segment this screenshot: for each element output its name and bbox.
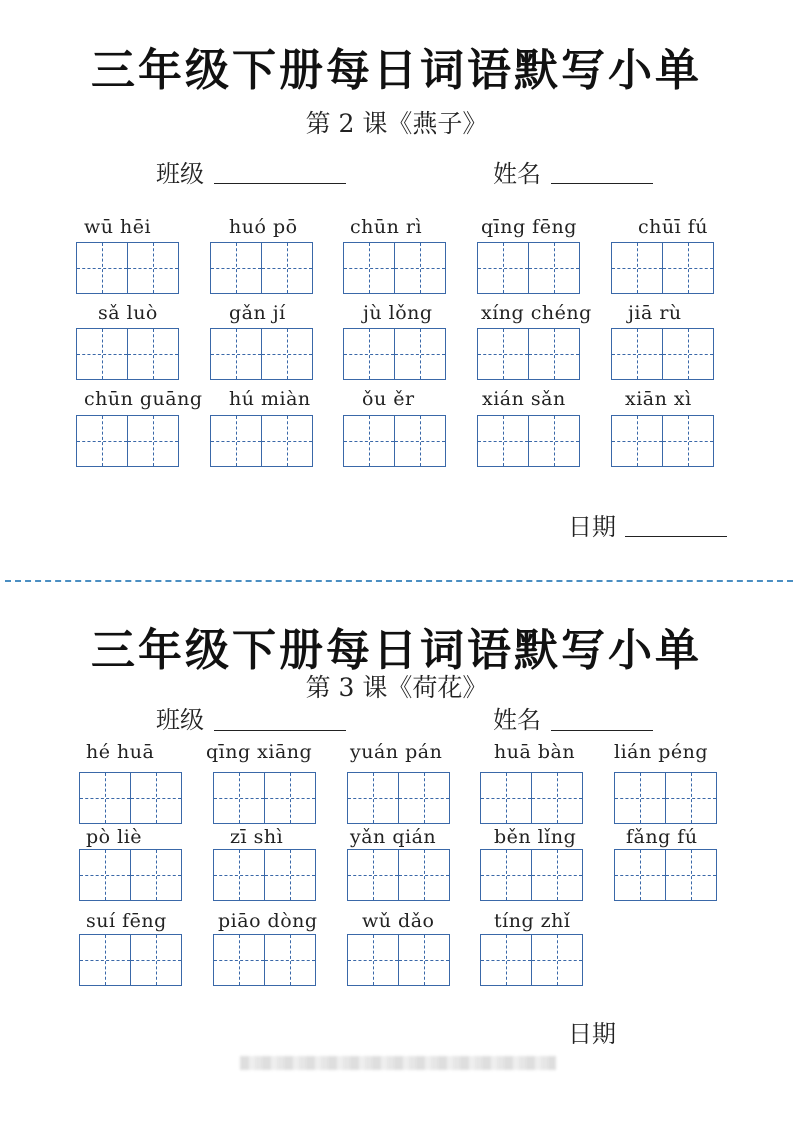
sheet1-lesson-title: 第 2 课《燕子》 [305, 109, 488, 138]
writing-box-pair[interactable] [343, 328, 444, 380]
writing-box-pair[interactable] [210, 242, 311, 294]
writing-box-pair[interactable] [480, 772, 581, 824]
sheet2-class-label: 班级 [156, 706, 204, 734]
tianzige-cell[interactable] [662, 242, 714, 294]
pinyin-label: wǔ dǎo [362, 910, 435, 932]
pinyin-label: jù lǒng [363, 302, 433, 324]
tianzige-cell[interactable] [347, 849, 399, 901]
writing-box-pair[interactable] [611, 242, 712, 294]
tianzige-cell[interactable] [127, 328, 179, 380]
pinyin-label: piāo dòng [218, 910, 318, 932]
tianzige-cell[interactable] [477, 415, 529, 467]
tianzige-cell[interactable] [264, 934, 316, 986]
pinyin-label: běn lǐng [494, 826, 577, 848]
writing-box-pair[interactable] [477, 242, 578, 294]
tianzige-cell[interactable] [394, 328, 446, 380]
tianzige-cell[interactable] [343, 242, 395, 294]
blurred-watermark [240, 1056, 556, 1070]
tianzige-cell[interactable] [531, 849, 583, 901]
pinyin-label: xián sǎn [482, 388, 566, 410]
sheet1-class-label: 班级 [156, 160, 204, 188]
pinyin-label: sǎ luò [98, 302, 158, 324]
tianzige-cell[interactable] [480, 934, 532, 986]
tianzige-cell[interactable] [662, 328, 714, 380]
writing-box-pair[interactable] [480, 934, 581, 986]
sheet2-title: 三年级下册每日词语默写小单 [91, 625, 702, 676]
tianzige-cell[interactable] [79, 849, 131, 901]
tianzige-cell[interactable] [528, 328, 580, 380]
writing-box-pair[interactable] [213, 772, 314, 824]
tianzige-cell[interactable] [398, 772, 450, 824]
pinyin-label: yuán pán [350, 741, 443, 763]
tianzige-cell[interactable] [611, 242, 663, 294]
pinyin-label: xiān xì [625, 388, 692, 410]
writing-box-pair[interactable] [611, 415, 712, 467]
pinyin-label: hé huā [86, 741, 155, 763]
cut-line-divider [5, 580, 793, 582]
tianzige-cell[interactable] [343, 415, 395, 467]
tianzige-cell[interactable] [614, 849, 666, 901]
tianzige-cell[interactable] [477, 242, 529, 294]
sheet2-name-field[interactable] [551, 730, 653, 731]
writing-box-pair[interactable] [343, 415, 444, 467]
tianzige-cell[interactable] [261, 415, 313, 467]
writing-box-pair[interactable] [477, 415, 578, 467]
tianzige-cell[interactable] [264, 849, 316, 901]
pinyin-label: ǒu ěr [362, 388, 415, 410]
tianzige-cell[interactable] [480, 849, 532, 901]
tianzige-cell[interactable] [347, 934, 399, 986]
tianzige-cell[interactable] [261, 328, 313, 380]
sheet2-class-field[interactable] [214, 730, 346, 731]
pinyin-label: xíng chéng [481, 302, 592, 324]
pinyin-label: zī shì [230, 826, 284, 848]
writing-box-pair[interactable] [477, 328, 578, 380]
writing-box-pair[interactable] [210, 328, 311, 380]
pinyin-label: chūn guāng [84, 388, 203, 410]
tianzige-cell[interactable] [528, 242, 580, 294]
tianzige-cell[interactable] [79, 772, 131, 824]
writing-box-pair[interactable] [210, 415, 311, 467]
writing-box-pair[interactable] [347, 849, 448, 901]
tianzige-cell[interactable] [394, 242, 446, 294]
tianzige-cell[interactable] [127, 415, 179, 467]
sheet2-name-label: 姓名 [493, 706, 541, 734]
tianzige-cell[interactable] [394, 415, 446, 467]
sheet1-name-label: 姓名 [493, 160, 541, 188]
tianzige-cell[interactable] [528, 415, 580, 467]
writing-box-pair[interactable] [76, 242, 177, 294]
pinyin-label: gǎn jí [229, 302, 286, 324]
writing-box-pair[interactable] [614, 849, 715, 901]
pinyin-label: chūn rì [350, 216, 423, 238]
tianzige-cell[interactable] [398, 934, 450, 986]
sheet1-date-label: 日期 [568, 513, 616, 541]
tianzige-cell[interactable] [531, 772, 583, 824]
pinyin-label: huā bàn [494, 741, 576, 763]
writing-box-pair[interactable] [213, 849, 314, 901]
pinyin-label: lián péng [614, 741, 709, 763]
writing-box-pair[interactable] [213, 934, 314, 986]
tianzige-cell[interactable] [76, 242, 128, 294]
writing-box-pair[interactable] [347, 772, 448, 824]
pinyin-label: pò liè [86, 826, 143, 848]
writing-box-pair[interactable] [343, 242, 444, 294]
pinyin-label: qīng xiāng [206, 741, 313, 763]
tianzige-cell[interactable] [76, 415, 128, 467]
tianzige-cell[interactable] [477, 328, 529, 380]
writing-box-pair[interactable] [79, 772, 180, 824]
sheet2-date-label: 日期 [568, 1020, 616, 1048]
tianzige-cell[interactable] [79, 934, 131, 986]
tianzige-cell[interactable] [531, 934, 583, 986]
writing-box-pair[interactable] [480, 849, 581, 901]
tianzige-cell[interactable] [398, 849, 450, 901]
tianzige-cell[interactable] [665, 849, 717, 901]
writing-box-pair[interactable] [76, 415, 177, 467]
tianzige-cell[interactable] [611, 415, 663, 467]
tianzige-cell[interactable] [480, 772, 532, 824]
tianzige-cell[interactable] [76, 328, 128, 380]
sheet1-title: 三年级下册每日词语默写小单 [91, 45, 702, 96]
tianzige-cell[interactable] [130, 772, 182, 824]
tianzige-cell[interactable] [662, 415, 714, 467]
pinyin-label: tíng zhǐ [494, 910, 571, 932]
sheet1-date-field[interactable] [625, 536, 727, 537]
tianzige-cell[interactable] [264, 772, 316, 824]
pinyin-label: huó pō [229, 216, 298, 238]
sheet1-name-field[interactable] [551, 183, 653, 184]
tianzige-cell[interactable] [261, 242, 313, 294]
tianzige-cell[interactable] [127, 242, 179, 294]
tianzige-cell[interactable] [213, 934, 265, 986]
pinyin-label: fǎng fú [626, 826, 698, 848]
tianzige-cell[interactable] [213, 849, 265, 901]
tianzige-cell[interactable] [213, 772, 265, 824]
tianzige-cell[interactable] [130, 849, 182, 901]
pinyin-label: wū hēi [84, 216, 152, 238]
writing-box-pair[interactable] [611, 328, 712, 380]
pinyin-label: qīng fēng [481, 216, 577, 238]
tianzige-cell[interactable] [130, 934, 182, 986]
sheet2-lesson-title: 第 3 课《荷花》 [305, 673, 488, 702]
pinyin-label: hú miàn [229, 388, 311, 410]
writing-box-pair[interactable] [347, 934, 448, 986]
tianzige-cell[interactable] [665, 772, 717, 824]
pinyin-label: yǎn qián [350, 826, 437, 848]
tianzige-cell[interactable] [614, 772, 666, 824]
pinyin-label: chūī fú [638, 216, 708, 238]
writing-box-pair[interactable] [79, 849, 180, 901]
tianzige-cell[interactable] [210, 242, 262, 294]
tianzige-cell[interactable] [210, 328, 262, 380]
pinyin-label: suí fēng [86, 910, 167, 932]
writing-box-pair[interactable] [79, 934, 180, 986]
pinyin-label: jiā rù [628, 302, 682, 324]
tianzige-cell[interactable] [611, 328, 663, 380]
tianzige-cell[interactable] [210, 415, 262, 467]
writing-box-pair[interactable] [614, 772, 715, 824]
sheet1-class-field[interactable] [214, 183, 346, 184]
tianzige-cell[interactable] [343, 328, 395, 380]
tianzige-cell[interactable] [347, 772, 399, 824]
writing-box-pair[interactable] [76, 328, 177, 380]
